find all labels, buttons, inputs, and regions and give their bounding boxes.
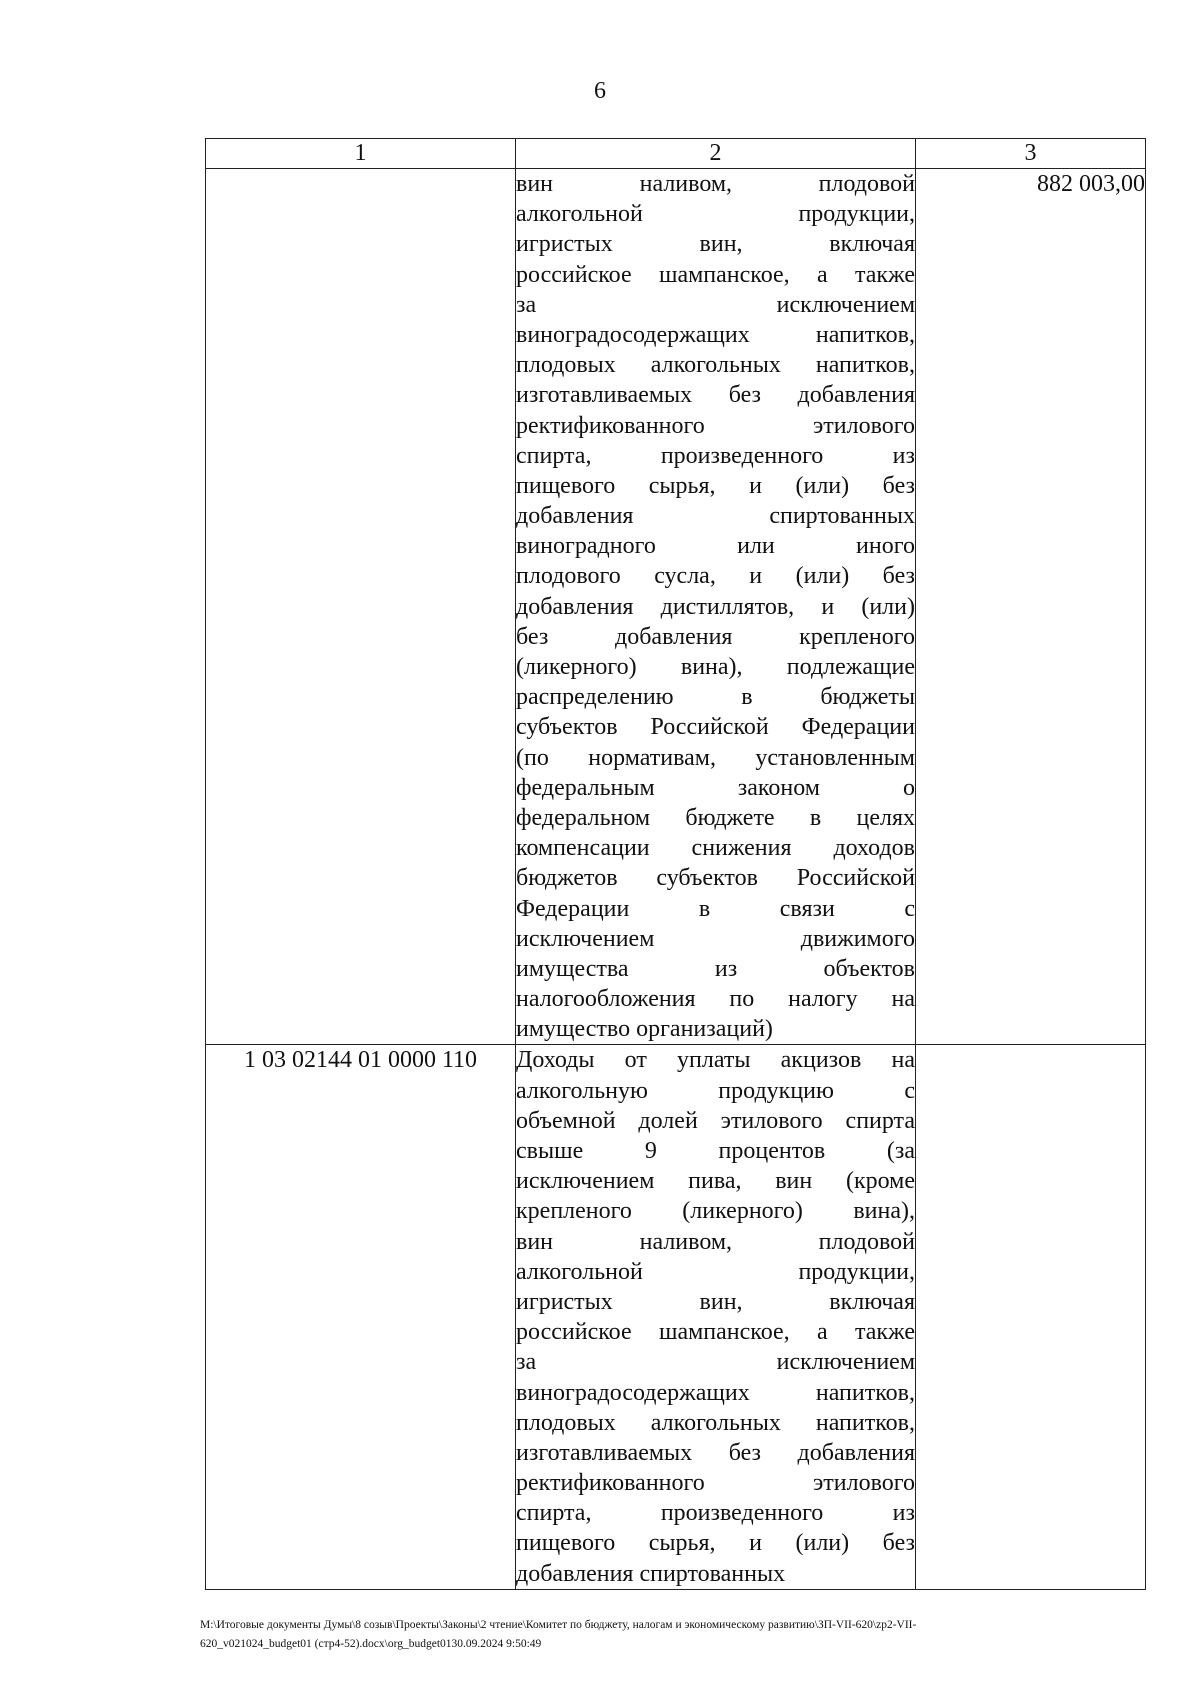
footer-path-line-1: M:\Итоговые документы Думы\8 созыв\Проекты\Законы\2 чтение\Комитет по бюджету, налогам и экономическому развитию\ЗП-VII-620\zp2-VII-	[200, 1619, 917, 1631]
description-line: бюджетов субъектов Российской	[516, 865, 915, 892]
description-line: пищевого сырья, и (или) без	[516, 472, 915, 499]
budget-code-cell: 1 03 02144 01 0000 110	[206, 1045, 516, 1589]
description-line: Федерации в связи с	[516, 895, 915, 922]
description-line: виноградосодержащих напитков,	[516, 1379, 915, 1406]
description-line: игристых вин, включая	[516, 1288, 915, 1315]
description-line: крепленого (ликерного) вина),	[516, 1198, 915, 1225]
description-line: виноградного или иного	[516, 533, 915, 560]
description-line: спирта, произведенного из	[516, 442, 915, 469]
description-line: (ликерного) вина), подлежащие	[516, 654, 915, 680]
description-line: изготавливаемых без добавления	[516, 382, 915, 409]
description-line: без добавления крепленого	[516, 623, 915, 650]
description-line: виноградосодержащих напитков,	[516, 321, 915, 348]
description-line: спирта, произведенного из	[516, 1500, 915, 1527]
description-line: свыше 9 процентов (за	[516, 1138, 915, 1164]
description-line: вин наливом, плодовой	[516, 171, 915, 197]
amount-cell	[916, 1045, 1146, 1589]
description-line: плодовых алкогольных напитков,	[516, 1409, 915, 1436]
description-line: исключением движимого	[516, 925, 915, 952]
description-line: федеральным законом о	[516, 774, 915, 801]
description-line: алкогольной продукции,	[516, 1258, 915, 1285]
table-row	[206, 169, 1146, 1045]
description-line: вин наливом, плодовой	[516, 1228, 915, 1255]
description-line: компенсации снижения доходов	[516, 835, 915, 862]
description-line: исключением пива, вин (кроме	[516, 1168, 915, 1195]
description-line: имущество организаций)	[516, 1016, 773, 1043]
description-line: алкогольной продукции,	[516, 201, 915, 228]
description-line: российское шампанское, а также	[516, 261, 915, 288]
table-row	[206, 1045, 1146, 1589]
description-line: распределению в бюджеты	[516, 684, 915, 711]
budget-code-cell	[206, 169, 516, 1045]
description-cell	[516, 169, 916, 1045]
description-line: ректификованного этилового	[516, 1470, 915, 1497]
description-line: федеральном бюджете в целях	[516, 804, 915, 831]
column-header-3: 3	[916, 139, 1146, 169]
description-line: имущества из объектов	[516, 955, 915, 982]
description-cell	[516, 1045, 916, 1589]
page-number: 6	[594, 78, 606, 104]
description-line: за исключением	[516, 291, 915, 318]
description-line: налогообложения по налогу на	[516, 986, 915, 1013]
description-line: плодовых алкогольных напитков,	[516, 352, 915, 379]
description-line: изготавливаемых без добавления	[516, 1439, 915, 1466]
column-header-1: 1	[206, 139, 516, 169]
description-line: алкогольную продукцию с	[516, 1077, 915, 1104]
column-header-2: 2	[516, 139, 916, 169]
revenue-table	[205, 138, 1146, 1590]
description-line: объемной долей этилового спирта	[516, 1107, 915, 1134]
description-line: ректификованного этилового	[516, 412, 915, 439]
footer-path-line-2: 620_v021024_budget01 (стр4-52).docx\org_budget0130.09.2024 9:50:49	[200, 1638, 542, 1650]
table-header-row	[206, 139, 1146, 169]
amount-cell: 882 003,00	[916, 169, 1146, 1045]
description-line: российское шампанское, а также	[516, 1319, 915, 1346]
description-line: добавления дистиллятов, и (или)	[516, 593, 915, 620]
document-path-footer	[200, 1616, 1150, 1654]
description-line: добавления спиртованных	[516, 503, 915, 530]
description-line: пищевого сырья, и (или) без	[516, 1530, 915, 1557]
description-line: Доходы от уплаты акцизов на	[516, 1047, 915, 1074]
description-line: (по нормативам, установленным	[516, 744, 915, 771]
description-line: добавления спиртованных	[516, 1560, 786, 1587]
description-line: плодового сусла, и (или) без	[516, 563, 915, 590]
description-line: игристых вин, включая	[516, 231, 915, 258]
description-line: за исключением	[516, 1349, 915, 1376]
description-line: субъектов Российской Федерации	[516, 714, 915, 741]
